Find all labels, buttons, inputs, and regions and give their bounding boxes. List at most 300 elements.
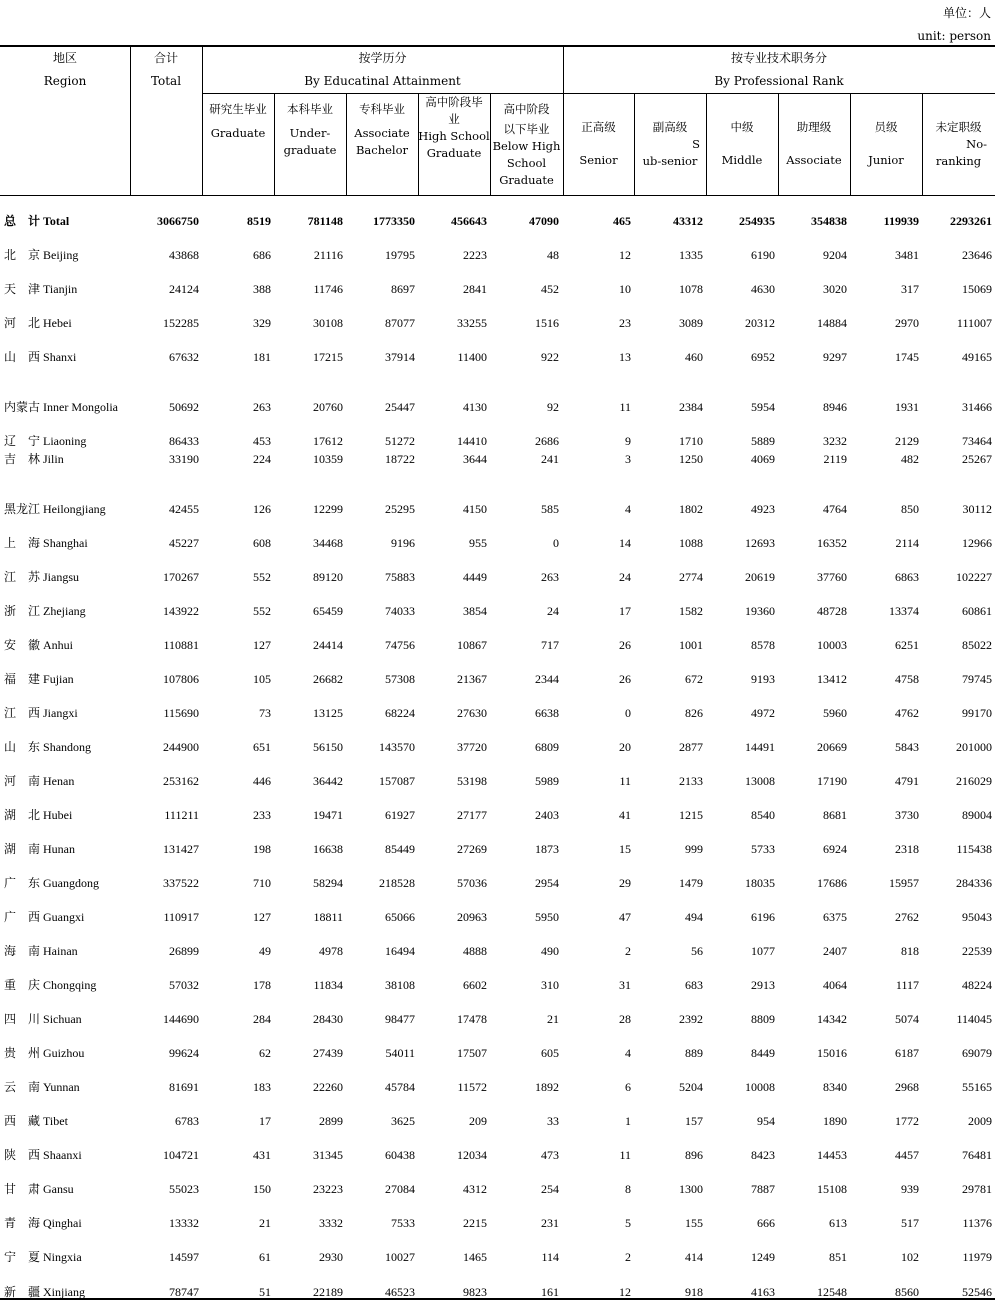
table-row	[0, 1044, 995, 1062]
cell-junior: 119939	[883, 214, 919, 228]
cell-total: 131427	[163, 842, 199, 856]
header-bottom-rule	[0, 195, 995, 196]
region-label	[4, 348, 76, 366]
cell-undergraduate: 36442	[313, 774, 343, 788]
cell-associate-bachelor: 25447	[385, 400, 415, 414]
cell-senior: 26	[619, 638, 631, 652]
table-row	[0, 874, 995, 892]
cell-high-school: 20963	[457, 910, 487, 924]
cell-associate-bachelor: 7533	[391, 1216, 415, 1230]
cell-middle: 666	[757, 1216, 775, 1230]
cell-associate-bachelor: 157087	[379, 774, 415, 788]
cell-undergraduate: 22189	[313, 1285, 343, 1299]
cell-junior: 13374	[889, 604, 919, 618]
cell-graduate: 198	[253, 842, 271, 856]
region-label	[4, 806, 72, 824]
cell-undergraduate: 11746	[313, 282, 343, 296]
cell-total: 110881	[163, 638, 199, 652]
cell-graduate: 329	[253, 316, 271, 330]
cell-high-school: 37720	[457, 740, 487, 754]
cell-graduate: 105	[253, 672, 271, 686]
cell-high-school: 2223	[463, 248, 487, 262]
region-label	[4, 1010, 82, 1028]
region-name-en: Guangxi	[43, 910, 85, 924]
cell-junior: 1931	[895, 400, 919, 414]
region-name-en: Heilongjiang	[43, 502, 106, 516]
cell-no-ranking: 15069	[962, 282, 992, 296]
cell-associate: 3232	[823, 434, 847, 448]
cell-graduate: 181	[253, 350, 271, 364]
region-label	[4, 280, 77, 298]
cell-sub-senior: 43312	[673, 214, 703, 228]
header-below-high-cn2: 以下毕业	[503, 122, 550, 136]
region-name-en: Zhejiang	[43, 604, 86, 618]
cell-high-school: 57036	[457, 876, 487, 890]
cell-below-high: 0	[553, 536, 559, 550]
cell-no-ranking: 11979	[962, 1250, 992, 1264]
header-senior-en: Senior	[579, 153, 618, 167]
cell-associate-bachelor: 38108	[385, 978, 415, 992]
cell-total: 170267	[163, 570, 199, 584]
cell-sub-senior: 2384	[679, 400, 703, 414]
cell-sub-senior: 460	[685, 350, 703, 364]
cell-associate: 5960	[823, 706, 847, 720]
cell-associate: 4764	[823, 502, 847, 516]
cell-sub-senior: 2392	[679, 1012, 703, 1026]
cell-below-high: 263	[541, 570, 559, 584]
cell-undergraduate: 31345	[313, 1148, 343, 1162]
cell-high-school: 4150	[463, 502, 487, 516]
cell-associate-bachelor: 87077	[385, 316, 415, 330]
cell-total: 104721	[163, 1148, 199, 1162]
header-high-school-en1: High School	[418, 129, 490, 143]
cell-middle: 8449	[751, 1046, 775, 1060]
cell-middle: 4630	[751, 282, 775, 296]
region-name-cn: 河 北	[4, 316, 41, 330]
cell-junior: 2970	[895, 316, 919, 330]
cell-total: 45227	[169, 536, 199, 550]
cell-associate: 12548	[817, 1285, 847, 1299]
region-name-en: Fujian	[43, 672, 74, 686]
cell-undergraduate: 2930	[319, 1250, 343, 1264]
cell-associate-bachelor: 57308	[385, 672, 415, 686]
table-row	[0, 772, 995, 790]
cell-senior: 26	[619, 672, 631, 686]
header-region	[0, 50, 130, 90]
cell-associate: 851	[829, 1250, 847, 1264]
cell-below-high: 6809	[535, 740, 559, 754]
cell-no-ranking: 25267	[962, 452, 992, 466]
region-label	[4, 568, 79, 586]
cell-graduate: 21	[259, 1216, 271, 1230]
cell-total: 107806	[163, 672, 199, 686]
cell-below-high: 605	[541, 1046, 559, 1060]
header-sub-senior-en1: S	[692, 137, 700, 151]
cell-senior: 11	[619, 774, 631, 788]
region-name-cn: 重 庆	[4, 978, 41, 992]
cell-graduate: 388	[253, 282, 271, 296]
cell-total: 86433	[169, 434, 199, 448]
cell-no-ranking: 102227	[956, 570, 992, 584]
cell-associate: 20669	[817, 740, 847, 754]
cell-associate-bachelor: 27084	[385, 1182, 415, 1196]
cell-senior: 20	[619, 740, 631, 754]
cell-associate-bachelor: 143570	[379, 740, 415, 754]
cell-senior: 29	[619, 876, 631, 890]
cell-senior: 47	[619, 910, 631, 924]
cell-senior: 2	[625, 944, 631, 958]
cell-high-school: 4130	[463, 400, 487, 414]
region-name-en: Ningxia	[43, 1250, 82, 1264]
region-name-en: Gansu	[43, 1182, 74, 1196]
cell-below-high: 922	[541, 350, 559, 364]
table-row	[0, 348, 995, 366]
table-row	[0, 1010, 995, 1028]
region-label	[4, 704, 78, 722]
cell-junior: 15957	[889, 876, 919, 890]
cell-undergraduate: 21116	[313, 248, 343, 262]
cell-associate: 6375	[823, 910, 847, 924]
cell-junior: 3481	[895, 248, 919, 262]
header-graduate	[202, 101, 274, 142]
cell-sub-senior: 494	[685, 910, 703, 924]
cell-undergraduate: 17215	[313, 350, 343, 364]
region-label	[4, 942, 78, 960]
cell-junior: 6251	[895, 638, 919, 652]
region-name-cn: 总 计	[4, 214, 41, 228]
header-total	[130, 50, 202, 90]
header-sub-senior-en2: ub-senior	[642, 154, 698, 168]
cell-associate: 13412	[817, 672, 847, 686]
cell-middle: 9193	[751, 672, 775, 686]
cell-below-high: 2954	[535, 876, 559, 890]
cell-sub-senior: 826	[685, 706, 703, 720]
cell-graduate: 73	[259, 706, 271, 720]
cell-no-ranking: 95043	[962, 910, 992, 924]
cell-total: 67632	[169, 350, 199, 364]
cell-graduate: 263	[253, 400, 271, 414]
cell-graduate: 62	[259, 1046, 271, 1060]
region-label	[4, 1146, 82, 1164]
cell-sub-senior: 3089	[679, 316, 703, 330]
cell-undergraduate: 28430	[313, 1012, 343, 1026]
cell-high-school: 17478	[457, 1012, 487, 1026]
header-associate-bachelor-en1: Associate	[354, 126, 410, 140]
cell-below-high: 24	[547, 604, 559, 618]
table-row	[0, 704, 995, 722]
cell-sub-senior: 999	[685, 842, 703, 856]
cell-total: 337522	[163, 876, 199, 890]
cell-sub-senior: 1582	[679, 604, 703, 618]
cell-middle: 4972	[751, 706, 775, 720]
cell-below-high: 1516	[535, 316, 559, 330]
cell-senior: 465	[613, 214, 631, 228]
table-row	[0, 602, 995, 620]
cell-graduate: 446	[253, 774, 271, 788]
table-row	[0, 636, 995, 654]
cell-middle: 20312	[745, 316, 775, 330]
cell-no-ranking: 52546	[962, 1285, 992, 1299]
cell-below-high: 310	[541, 978, 559, 992]
cell-below-high: 585	[541, 502, 559, 516]
cell-associate: 17686	[817, 876, 847, 890]
cell-senior: 9	[625, 434, 631, 448]
cell-senior: 1	[625, 1114, 631, 1128]
table-row	[0, 806, 995, 824]
cell-sub-senior: 1078	[679, 282, 703, 296]
region-name-cn: 吉 林	[4, 452, 41, 466]
cell-high-school: 27269	[457, 842, 487, 856]
region-name-en: Anhui	[43, 638, 74, 652]
cell-sub-senior: 1802	[679, 502, 703, 516]
region-label	[4, 1180, 74, 1198]
cell-sub-senior: 56	[691, 944, 703, 958]
cell-senior: 41	[619, 808, 631, 822]
cell-associate-bachelor: 61927	[385, 808, 415, 822]
region-label	[4, 398, 118, 416]
cell-senior: 0	[625, 706, 631, 720]
cell-below-high: 5950	[535, 910, 559, 924]
region-name-en: Hebei	[43, 316, 72, 330]
cell-below-high: 2686	[535, 434, 559, 448]
cell-total: 143922	[163, 604, 199, 618]
cell-total: 99624	[169, 1046, 199, 1060]
header-high-school-cn2: 业	[448, 112, 460, 126]
cell-no-ranking: 111007	[956, 316, 992, 330]
table-row	[0, 840, 995, 858]
cell-high-school: 3644	[463, 452, 487, 466]
table-row	[0, 670, 995, 688]
cell-junior: 4457	[895, 1148, 919, 1162]
cell-middle: 12693	[745, 536, 775, 550]
table-row	[0, 450, 995, 468]
region-name-cn: 湖 北	[4, 808, 41, 822]
cell-below-high: 47090	[529, 214, 559, 228]
edu-group-underline	[202, 93, 563, 94]
region-name-cn: 安 徽	[4, 638, 41, 652]
cell-high-school: 4312	[463, 1182, 487, 1196]
cell-no-ranking: 30112	[962, 502, 992, 516]
cell-middle: 254935	[739, 214, 775, 228]
header-associate-bachelor-cn: 专科毕业	[359, 102, 405, 116]
cell-junior: 8560	[895, 1285, 919, 1299]
header-high-school-cn1: 高中阶段毕	[425, 95, 483, 109]
cell-below-high: 2344	[535, 672, 559, 686]
cell-total: 33190	[169, 452, 199, 466]
cell-graduate: 552	[253, 604, 271, 618]
cell-associate-bachelor: 68224	[385, 706, 415, 720]
cell-below-high: 254	[541, 1182, 559, 1196]
table-row	[0, 1078, 995, 1096]
cell-total: 50692	[169, 400, 199, 414]
cell-high-school: 17507	[457, 1046, 487, 1060]
region-name-en: Hunan	[43, 842, 76, 856]
region-name-cn: 山 西	[4, 350, 41, 364]
cell-high-school: 1465	[463, 1250, 487, 1264]
region-name-cn: 云 南	[4, 1080, 41, 1094]
cell-middle: 8423	[751, 1148, 775, 1162]
cell-below-high: 6638	[535, 706, 559, 720]
cell-associate: 613	[829, 1216, 847, 1230]
cell-total: 57032	[169, 978, 199, 992]
table-row	[0, 432, 995, 450]
cell-below-high: 490	[541, 944, 559, 958]
region-label	[4, 874, 99, 892]
table-row-total	[0, 212, 995, 230]
cell-below-high: 2403	[535, 808, 559, 822]
cell-below-high: 231	[541, 1216, 559, 1230]
cell-no-ranking: 114045	[956, 1012, 992, 1026]
header-edu-group	[202, 50, 563, 90]
cell-total: 244900	[163, 740, 199, 754]
region-name-en: Henan	[43, 774, 75, 788]
header-undergraduate-en1: Under-	[289, 126, 331, 140]
cell-junior: 2762	[895, 910, 919, 924]
cell-undergraduate: 24414	[313, 638, 343, 652]
region-name-en: Total	[43, 214, 70, 228]
region-name-cn: 浙 江	[4, 604, 41, 618]
cell-associate-bachelor: 75883	[385, 570, 415, 584]
region-name-cn: 天 津	[4, 282, 41, 296]
cell-associate-bachelor: 8697	[391, 282, 415, 296]
cell-no-ranking: 201000	[956, 740, 992, 754]
cell-no-ranking: 55165	[962, 1080, 992, 1094]
header-prof-group-en: By Professional Rank	[714, 74, 844, 88]
table-row	[0, 534, 995, 552]
cell-senior: 12	[619, 1285, 631, 1299]
region-name-en: Chongqing	[43, 978, 97, 992]
cell-total: 26899	[169, 944, 199, 958]
cell-junior: 3730	[895, 808, 919, 822]
cell-no-ranking: 60861	[962, 604, 992, 618]
cell-total: 144690	[163, 1012, 199, 1026]
cell-total: 43868	[169, 248, 199, 262]
cell-senior: 3	[625, 452, 631, 466]
cell-junior: 1117	[895, 978, 919, 992]
region-name-cn: 海 南	[4, 944, 41, 958]
region-name-en: Jiangxi	[43, 706, 78, 720]
cell-associate-bachelor: 1773350	[373, 214, 415, 228]
cell-high-school: 11572	[457, 1080, 487, 1094]
cell-junior: 1772	[895, 1114, 919, 1128]
header-sub-senior	[634, 119, 706, 170]
cell-sub-senior: 2774	[679, 570, 703, 584]
table-row	[0, 1283, 995, 1301]
cell-sub-senior: 1215	[679, 808, 703, 822]
cell-total: 42455	[169, 502, 199, 516]
cell-senior: 11	[619, 1148, 631, 1162]
cell-sub-senior: 1250	[679, 452, 703, 466]
cell-no-ranking: 2293261	[950, 214, 992, 228]
header-region-en: Region	[43, 74, 87, 88]
region-label	[4, 246, 78, 264]
cell-sub-senior: 5204	[679, 1080, 703, 1094]
cell-below-high: 241	[541, 452, 559, 466]
cell-junior: 4791	[895, 774, 919, 788]
cell-middle: 20619	[745, 570, 775, 584]
region-name-en: Shaanxi	[43, 1148, 82, 1162]
cell-total: 55023	[169, 1182, 199, 1196]
region-name-cn: 江 西	[4, 706, 41, 720]
cell-middle: 4163	[751, 1285, 775, 1299]
cell-no-ranking: 69079	[962, 1046, 992, 1060]
region-name-cn: 新 疆	[4, 1285, 41, 1299]
header-undergraduate-cn: 本科毕业	[287, 102, 333, 116]
cell-sub-senior: 918	[685, 1285, 703, 1299]
region-label	[4, 1112, 68, 1130]
region-label	[4, 212, 69, 230]
cell-below-high: 473	[541, 1148, 559, 1162]
cell-undergraduate: 2899	[319, 1114, 343, 1128]
cell-senior: 13	[619, 350, 631, 364]
cell-below-high: 48	[547, 248, 559, 262]
cell-associate: 9204	[823, 248, 847, 262]
header-undergraduate-en2: graduate	[283, 143, 337, 157]
cell-undergraduate: 16638	[313, 842, 343, 856]
cell-associate-bachelor: 9196	[391, 536, 415, 550]
cell-senior: 4	[625, 502, 631, 516]
cell-junior: 4758	[895, 672, 919, 686]
cell-sub-senior: 1001	[679, 638, 703, 652]
cell-associate-bachelor: 218528	[379, 876, 415, 890]
cell-associate-bachelor: 60438	[385, 1148, 415, 1162]
cell-senior: 23	[619, 316, 631, 330]
cell-associate: 15016	[817, 1046, 847, 1060]
region-label	[4, 636, 73, 654]
cell-associate: 6924	[823, 842, 847, 856]
header-middle-cn: 中级	[730, 120, 754, 134]
cell-total: 3066750	[157, 214, 199, 228]
cell-total: 78747	[169, 1285, 199, 1299]
cell-associate-bachelor: 51272	[385, 434, 415, 448]
cell-associate: 354838	[811, 214, 847, 228]
cell-graduate: 150	[253, 1182, 271, 1196]
header-associate-en: Associate	[786, 153, 842, 167]
cell-graduate: 51	[259, 1285, 271, 1299]
region-label	[4, 772, 74, 790]
cell-associate: 14884	[817, 316, 847, 330]
region-name-cn: 辽 宁	[4, 434, 41, 448]
cell-graduate: 8519	[247, 214, 271, 228]
cell-total: 115690	[163, 706, 199, 720]
cell-middle: 6952	[751, 350, 775, 364]
cell-associate: 3020	[823, 282, 847, 296]
cell-no-ranking: 284336	[956, 876, 992, 890]
region-name-en: Liaoning	[43, 434, 87, 448]
cell-sub-senior: 672	[685, 672, 703, 686]
cell-junior: 2114	[895, 536, 919, 550]
cell-middle: 14491	[745, 740, 775, 754]
cell-senior: 24	[619, 570, 631, 584]
header-below-high-en1: Below High	[492, 139, 561, 153]
region-name-cn: 福 建	[4, 672, 41, 686]
cell-junior: 482	[901, 452, 919, 466]
cell-no-ranking: 31466	[962, 400, 992, 414]
cell-high-school: 2841	[463, 282, 487, 296]
cell-associate: 2119	[823, 452, 847, 466]
cell-undergraduate: 17612	[313, 434, 343, 448]
region-name-en: Tibet	[43, 1114, 68, 1128]
cell-below-high: 21	[547, 1012, 559, 1026]
cell-associate-bachelor: 46523	[385, 1285, 415, 1299]
table-row	[0, 280, 995, 298]
cell-no-ranking: 22539	[962, 944, 992, 958]
cell-undergraduate: 34468	[313, 536, 343, 550]
cell-graduate: 453	[253, 434, 271, 448]
cell-high-school: 11400	[457, 350, 487, 364]
header-junior-en: Junior	[868, 153, 904, 167]
table-row	[0, 908, 995, 926]
